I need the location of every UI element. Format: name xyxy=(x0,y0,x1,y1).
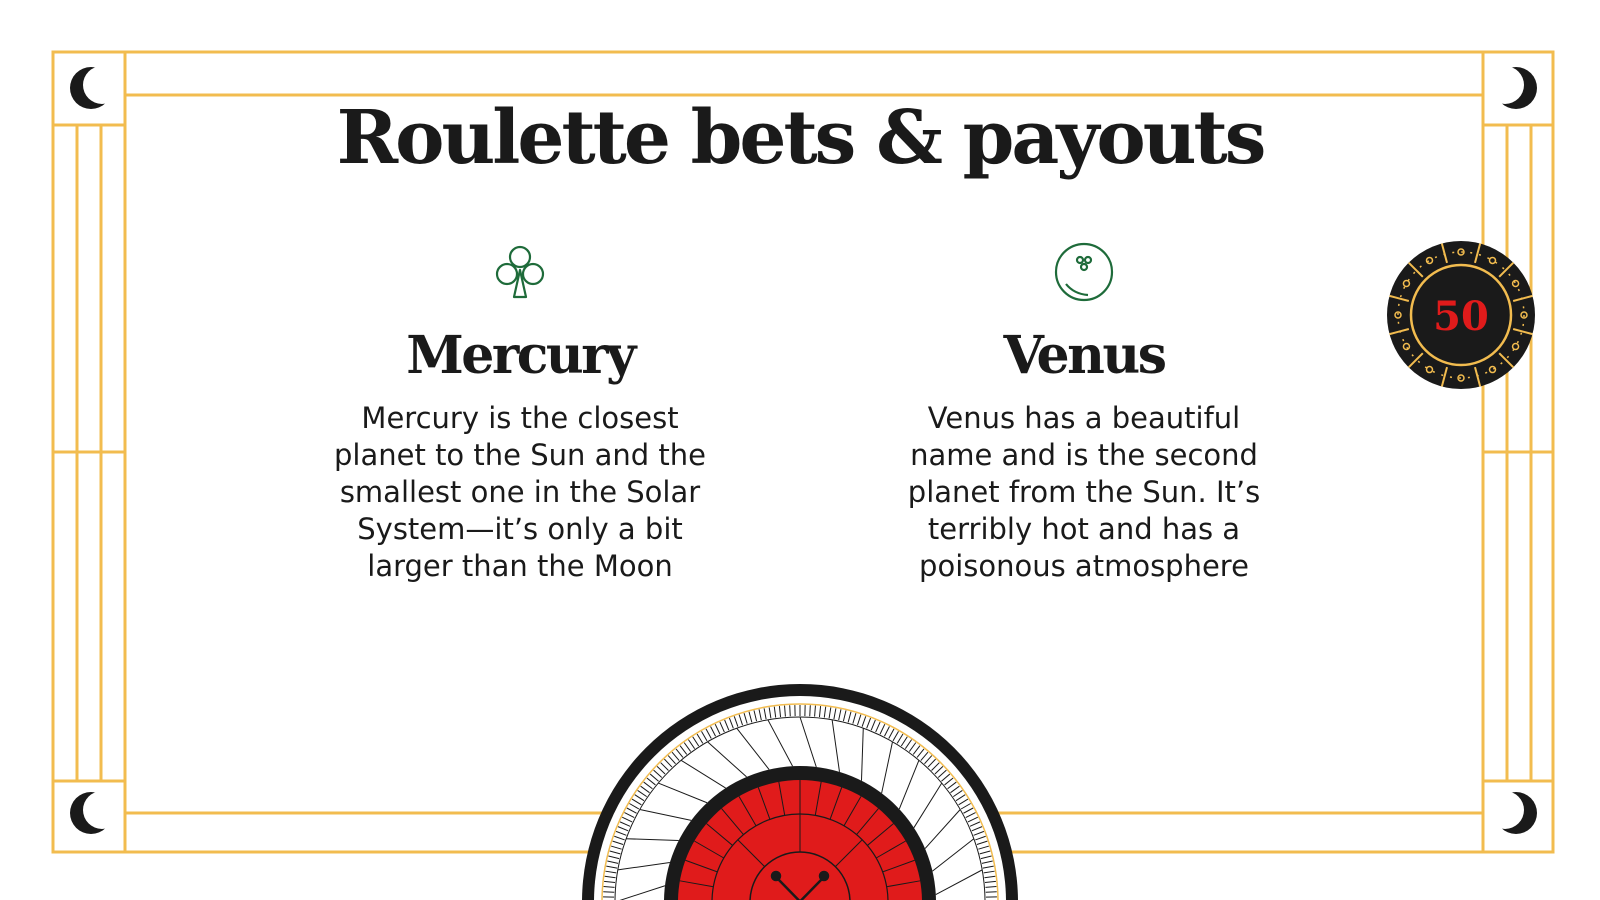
column-venus xyxy=(874,240,1294,585)
chip-value: 50 xyxy=(1433,293,1489,340)
slide-title: Roulette bets & payouts xyxy=(336,95,1264,181)
column-heading: Venus xyxy=(1003,325,1165,386)
bowling-ball-icon xyxy=(1052,240,1116,304)
casino-chip xyxy=(1386,240,1536,390)
column-mercury xyxy=(310,240,730,585)
moon-icon-bottom-left xyxy=(70,791,121,834)
moon-icon-bottom-right xyxy=(1486,791,1537,834)
roulette-wheel xyxy=(582,684,1018,900)
club-icon xyxy=(488,240,552,304)
column-body: Mercury is the closest planet to the Sun and the smallest one in the Solar System—it’s only a bit larger than the Moon xyxy=(334,400,706,583)
column-heading: Mercury xyxy=(406,325,634,386)
column-body: Venus has a beautiful name and is the second planet from the Sun. It’s terribly hot and has a poisonous atmosphere xyxy=(907,400,1261,583)
